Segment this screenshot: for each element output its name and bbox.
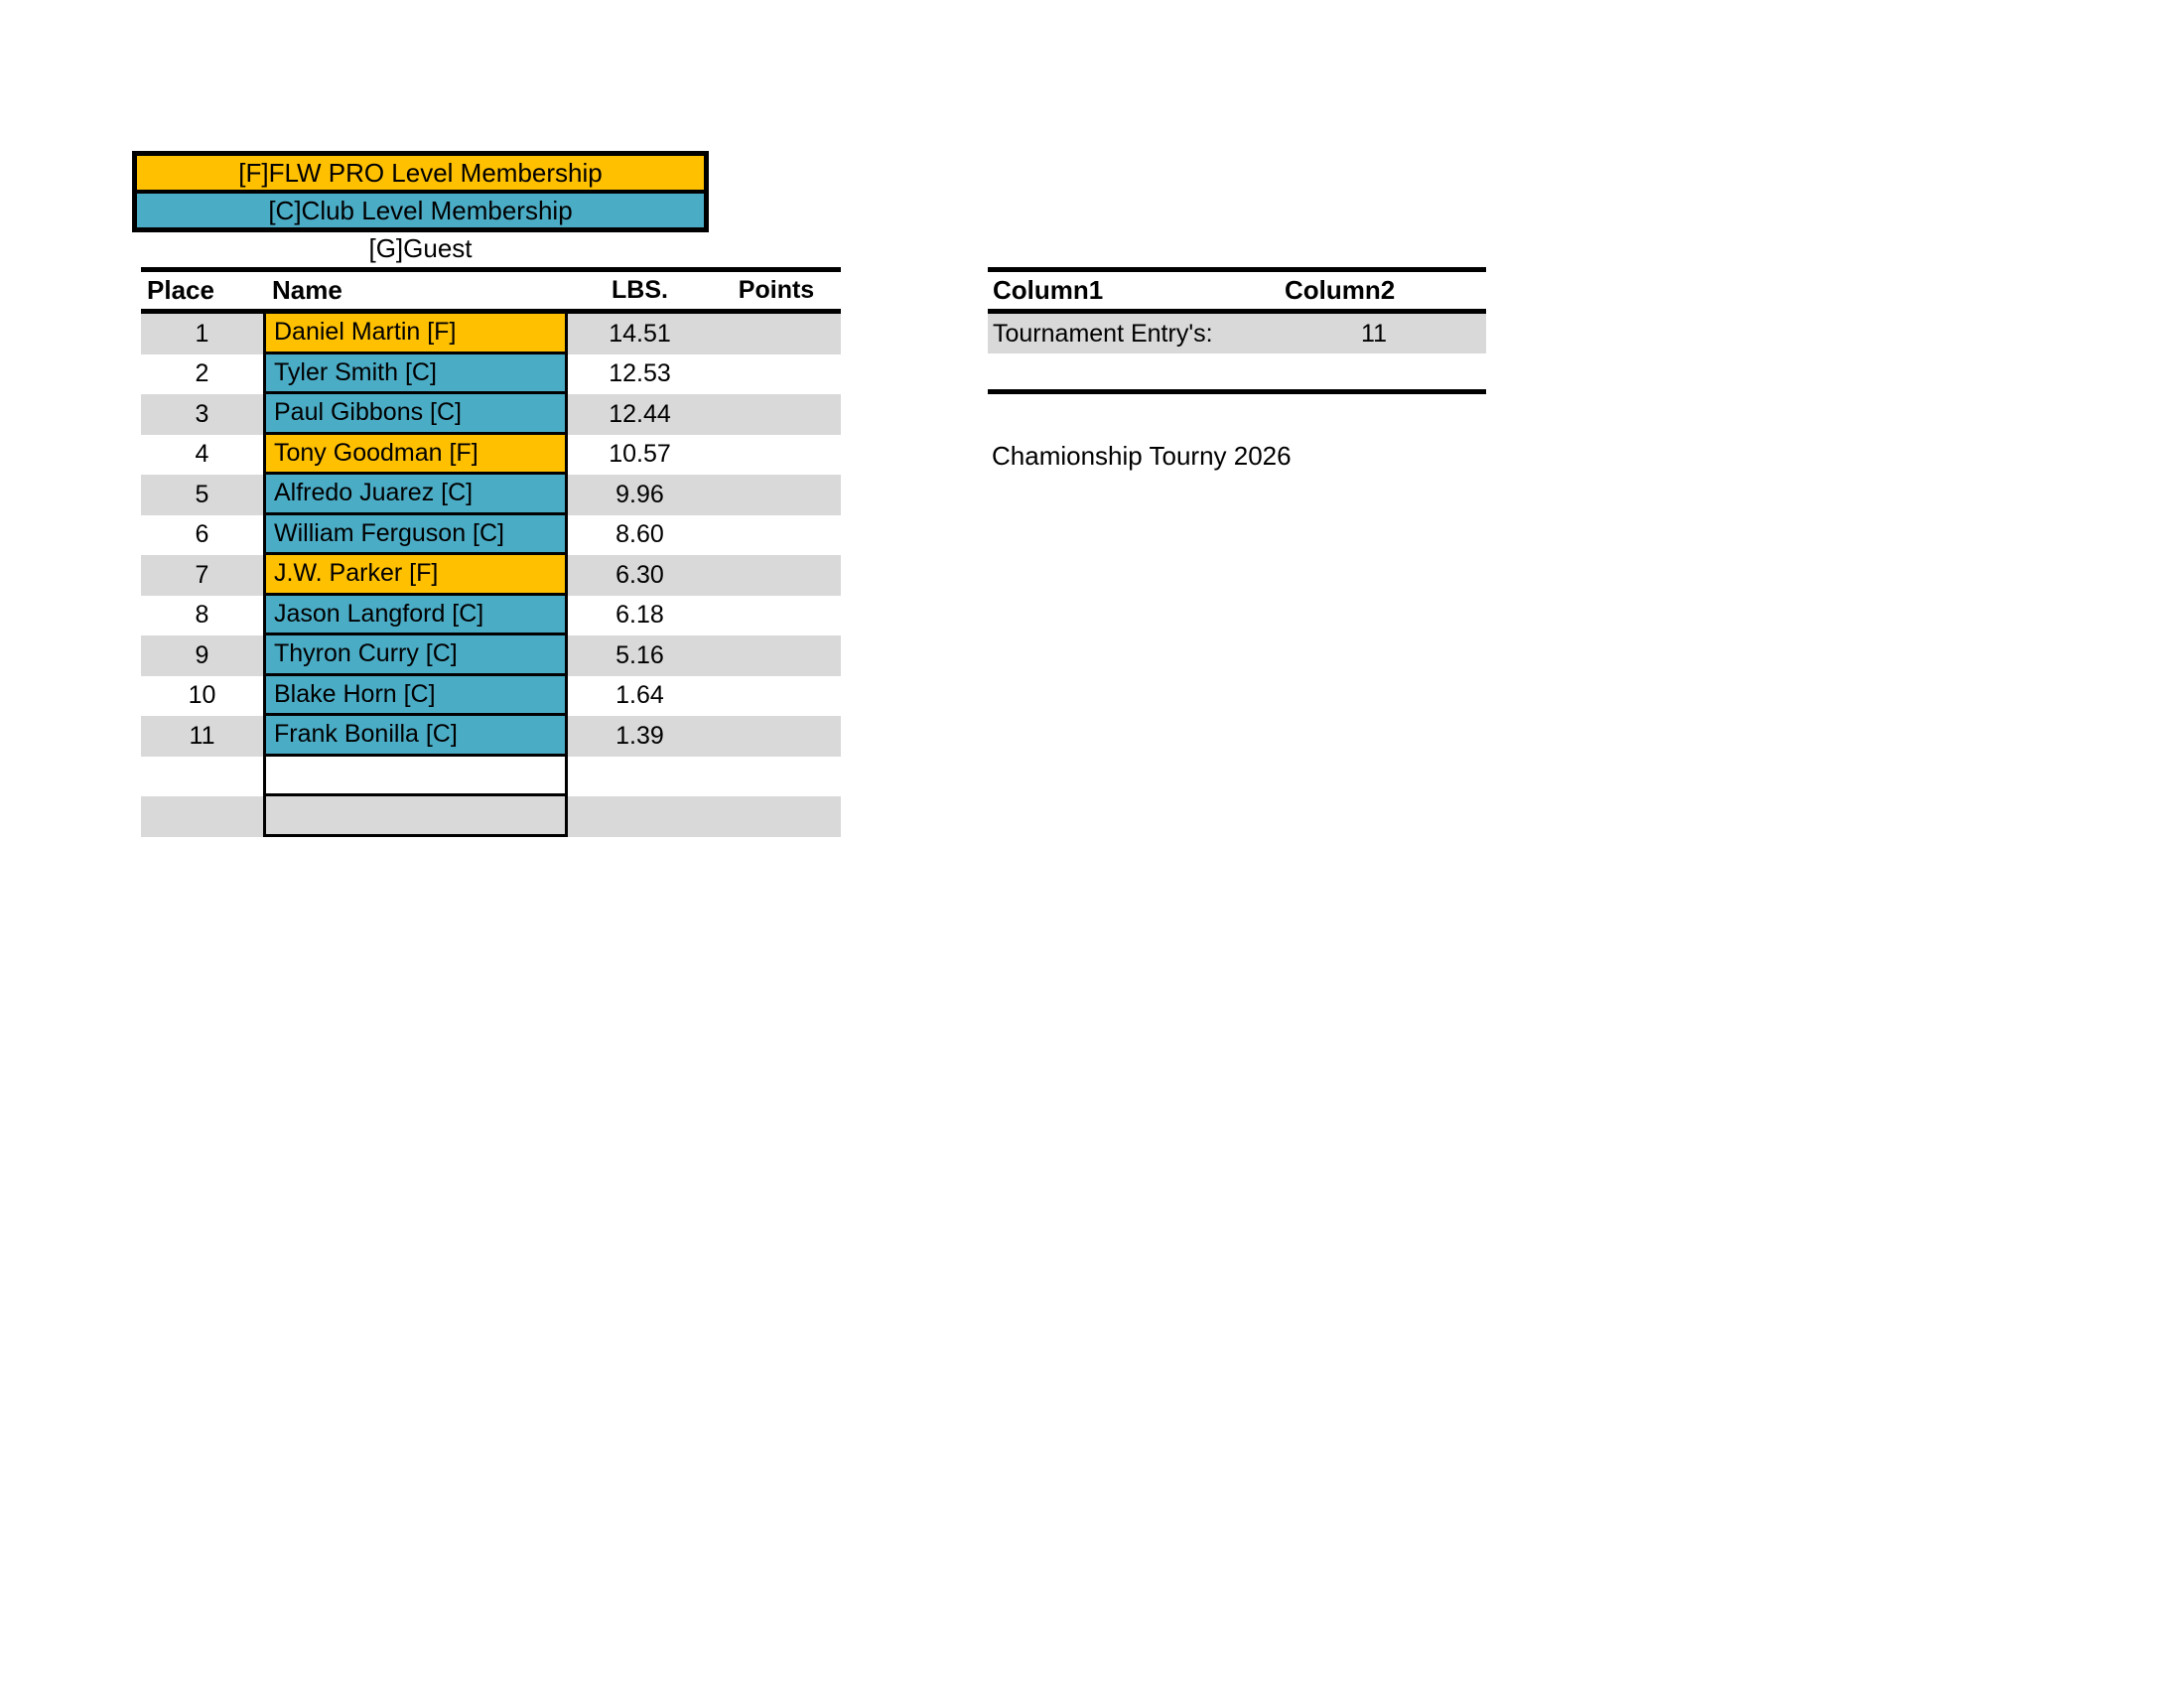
- points-cell: [712, 314, 841, 354]
- name-cell: Daniel Martin [F]: [263, 314, 568, 354]
- lbs-cell: [568, 757, 712, 797]
- name-cell: Tony Goodman [F]: [263, 435, 568, 476]
- name-cell: Blake Horn [C]: [263, 676, 568, 717]
- lbs-cell: 9.96: [615, 480, 664, 508]
- summary-row: [988, 314, 1486, 353]
- points-cell: [712, 796, 841, 837]
- lbs-cell: 8.60: [615, 520, 664, 549]
- points-cell: [712, 635, 841, 676]
- points-cell: [712, 596, 841, 636]
- summary-row-value: 11: [1361, 319, 1387, 348]
- name-cell: Thyron Curry [C]: [263, 635, 568, 676]
- lbs-cell: 12.53: [609, 359, 671, 388]
- summary-row-label: Tournament Entry's:: [993, 319, 1213, 348]
- place-cell: 1: [195, 319, 209, 348]
- table-row: [141, 716, 841, 757]
- table-row: [141, 515, 841, 556]
- club-legend-bar: [C]Club Level Membership: [137, 194, 704, 227]
- column1-header: Column1: [993, 275, 1104, 305]
- lbs-cell: 6.30: [615, 560, 664, 589]
- lbs-cell: 6.18: [615, 601, 664, 630]
- table-row: [141, 676, 841, 717]
- points-cell: [712, 475, 841, 515]
- name-cell: J.W. Parker [F]: [263, 555, 568, 596]
- name-header: Name: [272, 275, 342, 305]
- table-row: [141, 555, 841, 596]
- lbs-cell: 14.51: [609, 319, 671, 348]
- place-header: Place: [147, 275, 214, 305]
- points-cell: [712, 354, 841, 395]
- flw-pro-legend-bar: [F]FLW PRO Level Membership: [137, 156, 704, 194]
- table-row: [141, 354, 841, 395]
- name-cell: Jason Langford [C]: [263, 596, 568, 636]
- points-cell: [712, 394, 841, 435]
- place-cell: 7: [195, 560, 209, 589]
- name-cell: Alfredo Juarez [C]: [263, 475, 568, 515]
- summary-table: [988, 267, 1486, 394]
- name-cell: [263, 757, 568, 797]
- points-cell: [712, 716, 841, 757]
- points-cell: [712, 676, 841, 717]
- table-row: [141, 394, 841, 435]
- place-cell: [141, 757, 263, 797]
- points-cell: [712, 757, 841, 797]
- lbs-cell: 1.64: [615, 681, 664, 710]
- place-cell: [141, 796, 263, 837]
- name-cell: William Ferguson [C]: [263, 515, 568, 556]
- table-row: [141, 635, 841, 676]
- lbs-cell: 1.39: [615, 721, 664, 750]
- results-rows: [141, 314, 841, 837]
- table-row: [141, 435, 841, 476]
- lbs-cell: 5.16: [615, 640, 664, 669]
- place-cell: 2: [195, 359, 209, 388]
- place-cell: 4: [195, 440, 209, 469]
- guest-legend-label: [G]Guest: [368, 233, 473, 263]
- points-cell: [712, 515, 841, 556]
- table-row-empty: [141, 757, 841, 797]
- points-header: Points: [738, 276, 815, 304]
- lbs-cell: [568, 796, 712, 837]
- summary-header-row: [988, 272, 1486, 309]
- place-cell: 6: [195, 520, 209, 549]
- column2-header: Column2: [1285, 275, 1396, 305]
- place-cell: 8: [195, 601, 209, 630]
- name-cell: Frank Bonilla [C]: [263, 716, 568, 757]
- name-cell: Paul Gibbons [C]: [263, 394, 568, 435]
- place-cell: 5: [195, 480, 209, 508]
- points-cell: [712, 555, 841, 596]
- table-row-empty: [141, 796, 841, 837]
- table-row: [141, 596, 841, 636]
- lbs-cell: 12.44: [609, 399, 671, 428]
- table-row: [141, 475, 841, 515]
- name-cell: Tyler Smith [C]: [263, 354, 568, 395]
- place-cell: 11: [189, 721, 215, 750]
- table-row: [141, 314, 841, 354]
- summary-empty-row: [988, 353, 1486, 389]
- place-cell: 10: [188, 681, 216, 710]
- results-header-row: [141, 272, 841, 309]
- results-table: [141, 267, 841, 837]
- place-cell: 9: [195, 640, 209, 669]
- summary-bottom-border: [988, 389, 1486, 394]
- name-cell: [263, 796, 568, 837]
- place-cell: 3: [195, 399, 209, 428]
- lbs-cell: 10.57: [609, 440, 671, 469]
- membership-legend: [132, 151, 709, 232]
- points-cell: [712, 435, 841, 476]
- lbs-header: LBS.: [612, 276, 668, 304]
- tournament-title: Chamionship Tourny 2026: [992, 441, 1292, 471]
